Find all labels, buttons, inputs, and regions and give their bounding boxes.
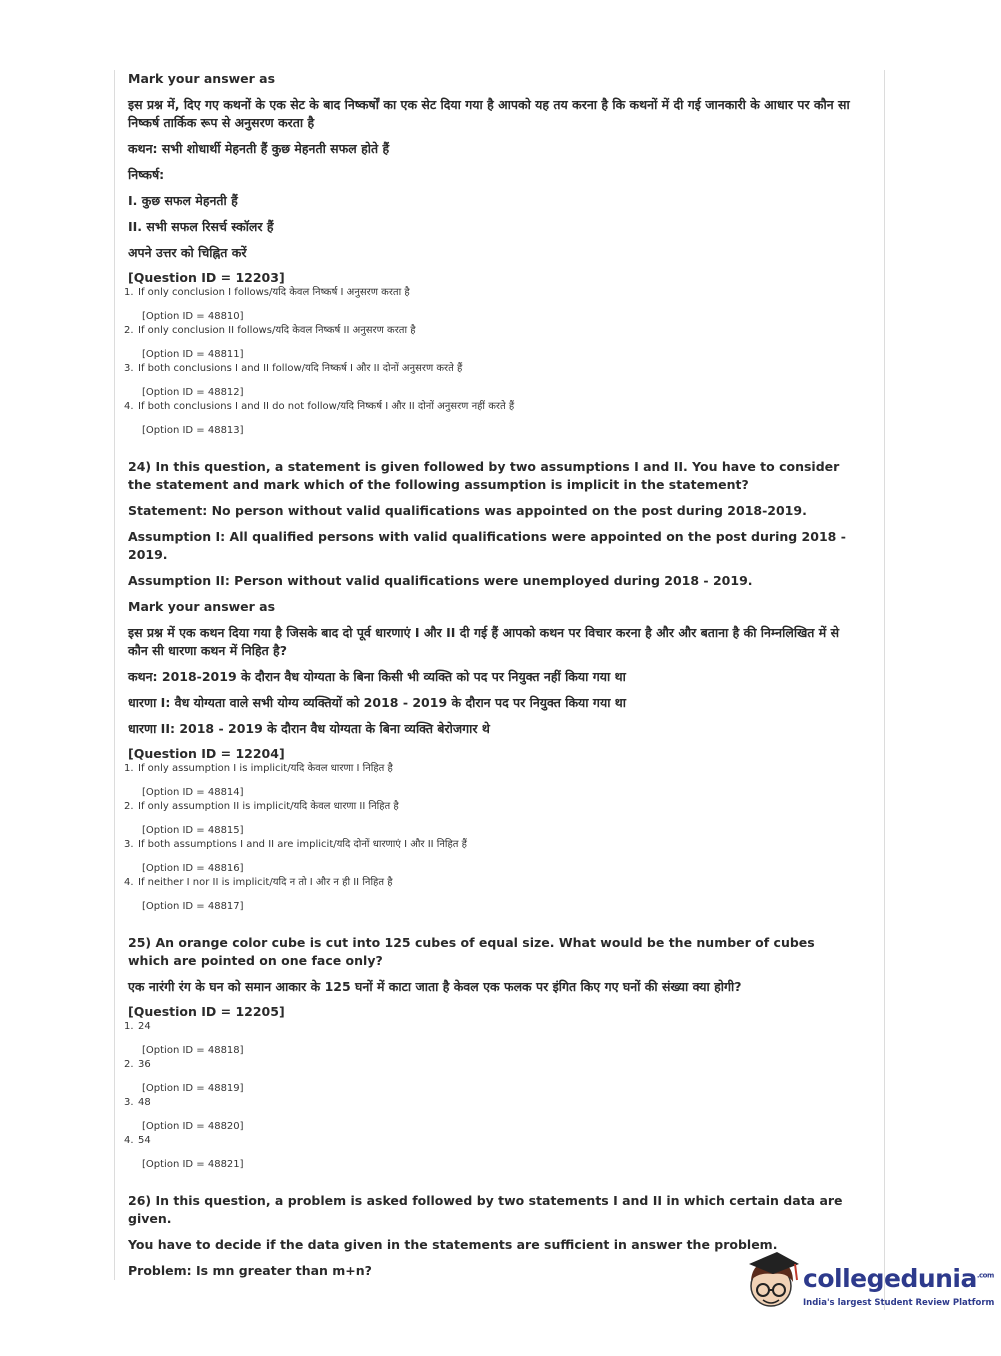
hindi-statement: कथन: 2018-2019 के दौरान वैध योग्यता के बिना किसी भी व्यक्ति को पद पर नियुक्त नहीं किया गया था (128, 669, 626, 684)
question-id: [Question ID = 12203] (128, 270, 285, 285)
hindi-statement: कथन: सभी शोधार्थी मेहनती हैं कुछ मेहनती सफल होते हैं (128, 141, 390, 156)
hindi-question-25: एक नारंगी रंग के घन को समान आकार के 125 घनों में काटा जाता है केवल एक फलक पर इंगित किए गए घनों की संख्या क्या होगी? (128, 979, 742, 994)
statement-text: Statement: No person without valid qualifications was appointed on the post during 2018-2019. (128, 503, 807, 518)
option-item: 1. 24 (124, 1021, 151, 1032)
option-item: 2. If only conclusion II follows/यदि केवल निष्कर्ष II अनुसरण करता है (124, 325, 416, 336)
collegedunia-logo[interactable] (743, 1250, 995, 1320)
option-id: [Option ID = 48821] (142, 1159, 244, 1170)
option-item: 3. If both assumptions I and II are implicit/यदि दोनों धारणाएं I और II निहित हैं (124, 839, 467, 850)
option-item: 4. If both conclusions I and II do not follow/यदि निष्कर्ष I और II दोनों अनुसरण नहीं करते हैं (124, 401, 515, 412)
right-margin-line (884, 70, 885, 1310)
left-margin-line (114, 70, 115, 1280)
option-item: 3. If both conclusions I and II follow/यदि निष्कर्ष I और II दोनों अनुसरण करते हैं (124, 363, 463, 374)
option-id: [Option ID = 48810] (142, 311, 244, 322)
mark-answer-text: Mark your answer as (128, 71, 276, 86)
hindi-conclusion-2: II. सभी सफल रिसर्च स्कॉलर हैं (128, 219, 274, 234)
option-id: [Option ID = 48812] (142, 387, 244, 398)
option-id: [Option ID = 48815] (142, 825, 244, 836)
question-26-line-2: You have to decide if the data given in the statements are sufficient in answer the problem. (128, 1237, 778, 1252)
option-item: 4. If neither I nor II is implicit/यदि न तो I और न ही II निहित है (124, 877, 393, 888)
document-body (124, 70, 858, 1288)
hindi-intro: इस प्रश्न में, दिए गए कथनों के एक सेट के बाद निष्कर्षों का एक सेट दिया गया है आपको यह तय करना है कि कथनों में दी गई जानकारी के आधार पर कौन सा निष्कर्ष तार्किक रूप से अनुसरण करता है (128, 97, 850, 130)
hindi-conclusion-1: I. कुछ सफल मेहनती हैं (128, 193, 238, 208)
question-id: [Question ID = 12205] (128, 1004, 285, 1019)
option-id: [Option ID = 48816] (142, 863, 244, 874)
option-item: 2. If only assumption II is implicit/यदि केवल धारणा II निहित है (124, 801, 399, 812)
mark-answer-text: Mark your answer as (128, 599, 276, 614)
assumption-2-text: Assumption II: Person without valid qualifications were unemployed during 2018 - 2019. (128, 573, 753, 588)
option-item: 1. If only assumption I is implicit/यदि केवल धारणा I निहित है (124, 763, 393, 774)
brand-tagline: India's largest Student Review Platform (803, 1298, 995, 1308)
hindi-mark-answer: अपने उत्तर को चिह्नित करें (128, 245, 247, 260)
option-item: 2. 36 (124, 1059, 151, 1070)
option-id: [Option ID = 48820] (142, 1121, 244, 1132)
hindi-conclusions-label: निष्कर्ष: (128, 167, 165, 182)
option-item: 1. If only conclusion I follows/यदि केवल निष्कर्ष I अनुसरण करता है (124, 287, 410, 298)
option-list (124, 762, 858, 914)
option-list (124, 1020, 858, 1172)
question-25-text: 25) An orange color cube is cut into 125 cubes of equal size. What would be the number of cubes which are pointed on one face only? (128, 935, 815, 968)
assumption-1-text: Assumption I: All qualified persons with valid qualifications were appointed on the post during 2018 - 2019. (128, 529, 846, 562)
option-id: [Option ID = 48814] (142, 787, 244, 798)
hindi-assumption-1: धारणा I: वैध योग्यता वाले सभी योग्य व्यक्तियों को 2018 - 2019 के दौरान पद पर नियुक्त किया गया था (128, 695, 627, 710)
hindi-intro: इस प्रश्न में एक कथन दिया गया है जिसके बाद दो पूर्व धारणाएं I और II दी गई हैं आपको कथन पर विचार करना है और और बताना है की निम्नलिखित में से कौन सी धारणा कथन में निहित है? (128, 625, 840, 658)
question-24-text: 24) In this question, a statement is given followed by two assumptions I and II. You have to consider the statement and mark which of the following assumption is implicit in the statement? (128, 459, 840, 492)
problem-text: Problem: Is mn greater than m+n? (128, 1263, 372, 1278)
brand-name: collegedunia$^{.com}$ (803, 1264, 994, 1293)
option-id: [Option ID = 48811] (142, 349, 244, 360)
option-item: 3. 48 (124, 1097, 151, 1108)
option-id: [Option ID = 48818] (142, 1045, 244, 1056)
mascot-icon (743, 1250, 801, 1316)
option-id: [Option ID = 48819] (142, 1083, 244, 1094)
option-id: [Option ID = 48817] (142, 901, 244, 912)
option-list (124, 286, 858, 438)
option-id: [Option ID = 48813] (142, 425, 244, 436)
question-id: [Question ID = 12204] (128, 746, 285, 761)
question-26-text: 26) In this question, a problem is asked followed by two statements I and II in which certain data are given. (128, 1193, 843, 1226)
hindi-assumption-2: धारणा II: 2018 - 2019 के दौरान वैध योग्यता के बिना व्यक्ति बेरोजगार थे (128, 721, 490, 736)
option-item: 4. 54 (124, 1135, 151, 1146)
